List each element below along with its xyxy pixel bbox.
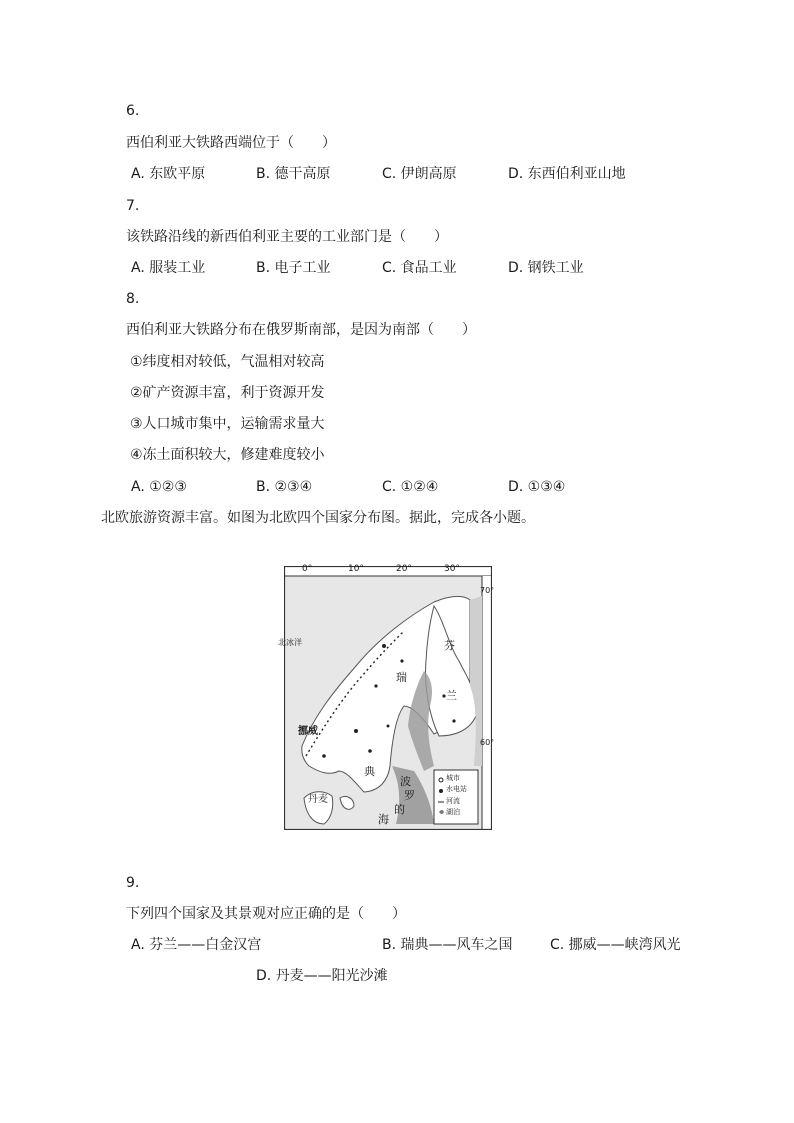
map-label-baltic-2: 罗: [404, 789, 415, 802]
longitude-label-10: 10°: [348, 564, 364, 574]
map-label-finland-1: 芬: [444, 639, 455, 652]
question-8-statement-3: ③人口城市集中，运输需求量大: [130, 416, 325, 432]
question-6-option-a[interactable]: A. 东欧平原: [131, 166, 206, 182]
question-7-option-c[interactable]: C. 食品工业: [382, 260, 457, 276]
map-label-sweden-2: 典: [364, 765, 375, 778]
question-7-option-d[interactable]: D. 钢铁工业: [508, 260, 584, 276]
question-8-option-d[interactable]: D. ①③④: [508, 479, 566, 495]
question-7-number: 7.: [126, 198, 140, 214]
question-6-number: 6.: [126, 103, 140, 119]
question-8-stem: 西伯利亚大铁路分布在俄罗斯南部，是因为南部（ ）: [126, 322, 476, 338]
question-6-option-b[interactable]: B. 德干高原: [256, 166, 331, 182]
question-8-option-a[interactable]: A. ①②③: [131, 479, 187, 495]
longitude-label-30: 30°: [444, 564, 460, 574]
question-8-number: 8.: [126, 291, 140, 307]
question-9-option-c[interactable]: C. 挪威——峡湾风光: [550, 937, 681, 953]
question-7-stem: 该铁路沿线的新西伯利亚主要的工业部门是（ ）: [126, 229, 448, 245]
question-9-option-d[interactable]: D. 丹麦——阳光沙滩: [256, 968, 388, 984]
map-label-arctic-ocean: 北冰洋: [278, 638, 302, 647]
map-label-baltic-4: 海: [378, 813, 389, 826]
map-label-baltic-1: 波: [400, 775, 411, 788]
question-8-option-b[interactable]: B. ②③④: [256, 479, 313, 495]
map-label-finland-2: 兰: [446, 689, 457, 702]
map-intro-text: 北欧旅游资源丰富。如图为北欧四个国家分布图。据此，完成各小题。: [101, 510, 535, 526]
map-label-denmark: 丹麦: [308, 794, 328, 805]
question-7-option-b[interactable]: B. 电子工业: [256, 260, 331, 276]
question-9-option-b[interactable]: B. 瑞典——风车之国: [382, 937, 513, 953]
latitude-label-60: 60°: [480, 738, 495, 747]
question-8-option-c[interactable]: C. ①②④: [382, 479, 439, 495]
legend-hydropower: 水电站: [446, 785, 467, 793]
question-6-option-c[interactable]: C. 伊朗高原: [382, 166, 457, 182]
legend-river: 河流: [446, 797, 460, 805]
legend-city: 城市: [446, 774, 460, 782]
northern-europe-map: [278, 564, 495, 830]
question-8-statement-4: ④冻土面积较大，修建难度较小: [130, 447, 325, 463]
question-6-stem: 西伯利亚大铁路西端位于（ ）: [126, 135, 336, 151]
map-label-sweden-1: 瑞: [396, 671, 407, 684]
question-8-statement-2: ②矿产资源丰富，利于资源开发: [130, 385, 325, 401]
map-label-baltic-3: 的: [394, 803, 405, 816]
latitude-label-70: 70°: [480, 586, 495, 595]
question-9-stem: 下列四个国家及其景观对应正确的是（ ）: [126, 906, 406, 922]
longitude-label-0: 0°: [302, 564, 313, 574]
longitude-label-20: 20°: [396, 564, 412, 574]
legend-lake: 湖泊: [446, 808, 460, 816]
question-9-number: 9.: [126, 875, 140, 891]
question-8-statement-1: ①纬度相对较低，气温相对较高: [130, 354, 325, 370]
question-6-option-d[interactable]: D. 东西伯利亚山地: [508, 166, 626, 182]
question-9-option-a[interactable]: A. 芬兰——白金汉宫: [131, 937, 262, 953]
question-7-option-a[interactable]: A. 服装工业: [131, 260, 206, 276]
map-label-norway: 挪威: [298, 726, 318, 737]
